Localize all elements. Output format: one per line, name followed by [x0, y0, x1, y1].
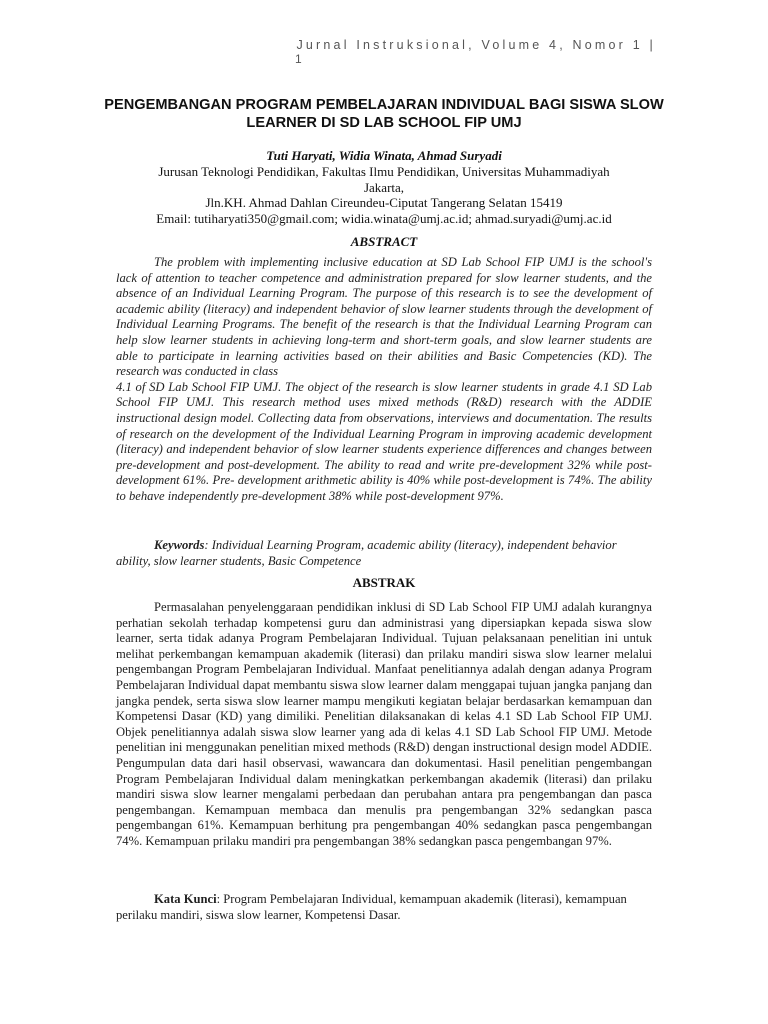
- keywords-indonesian: [116, 892, 652, 923]
- affiliation-line: Jakarta,: [363, 179, 405, 195]
- abstract-paragraph: The problem with implementing inclusive education at SD Lab School FIP UMJ is the school's lack of attention to teacher competence and administration prepared for slow learner students, and the absence of an Individual Learning Program. The purpose of this research is to see the development of academic ability (literacy) and independent behavior of slow learner students through the development of Individual Learning Programs. The benefit of the research is that the Individual Learning Program can help slow learner students in achieving long-term and short-term goals, and slow learner students are able to participate in learning activities based on their abilities and Basic Competencies (KD). The research was conducted in class: [116, 255, 652, 379]
- abstract-paragraph: 4.1 of SD Lab School FIP UMJ. The object of the research is slow learner students in grade 4.1 SD Lab School FIP UMJ. This research method uses mixed methods (R&D) research with the ADDIE instructional design model. Collecting data from observations, interviews and documentation. The results of research on the development of the Individual Learning Program in improving academic development (literacy) and independent behavior of slow learner students experience differences and changes between pre-development and post-development. The ability to read and write pre-development 32% while post-development 61%. Pre- development arithmetic ability is 40% while post-development is 74%. The ability to behave independently pre-development 38% while post-development 97%.: [116, 379, 652, 503]
- keywords-text: : Individual Learning Program, academic ability (literacy), independent behavior ability, slow learner students, Basic Competence: [116, 538, 617, 568]
- abstract-english: [116, 255, 652, 505]
- affiliation-block: [120, 164, 648, 226]
- abstrak-heading: ABSTRAK: [352, 575, 416, 590]
- affiliation-line: Jurusan Teknologi Pendidikan, Fakultas Ilmu Pendidikan, Universitas Muhammadiyah: [158, 164, 610, 179]
- page-number: 1: [295, 52, 302, 66]
- email-line: Email: tutiharyati350@gmail.com; widia.winata@umj.ac.id; ahmad.suryadi@umj.ac.id: [156, 210, 612, 226]
- running-header: Jurnal Instruksional, Volume 4, Nomor 1 |: [296, 38, 656, 52]
- kata-kunci-text: : Program Pembelajaran Individual, kemampuan akademik (literasi), kemampuan perilaku mandiri, siswa slow learner, Kompetensi Dasar.: [116, 892, 627, 922]
- paper-title: PENGEMBANGAN PROGRAM PEMBELAJARAN INDIVIDUAL BAGI SISWA SLOW LEARNER DI SD LAB SCHOOL FIP UMJ: [104, 97, 664, 131]
- keywords-english: [116, 538, 652, 569]
- abstract-indonesian: [116, 600, 652, 850]
- abstract-heading: ABSTRACT: [350, 234, 418, 249]
- kata-kunci-label: Kata Kunci: [154, 892, 217, 906]
- abstrak-paragraph: Permasalahan penyelenggaraan pendidikan inklusi di SD Lab School FIP UMJ adalah kurangnya perhatian sekolah terhadap kompetensi guru dan administrasi yang dipersiapkan kepada siswa slow learner, serta tidak adanya Program Pembelajaran Individual. Tujuan pelaksanaan penelitian ini untuk melihat perkembangan kemampuan akademik (literasi) dan prilaku mandiri siswa slow learner melalui pengembangan Program Pembelajaran Individual. Manfaat penelitiannya adalah dengan adanya Program Pembelajaran Individual dapat membantu siswa slow learner dalam menggapai tujuan jangka panjang dan jangka pendek, serta siswa slow learner mampu mengikuti kegiatan belajar berdasarkan kemampuan dan Kompetensi Dasar (KD) yang dimiliki. Penelitian dilaksanakan di kelas 4.1 SD Lab School FIP UMJ. Objek penelitiannya adalah siswa slow learner yang ada di kelas 4.1 SD Lab School FIP UMJ. Metode penelitian ini menggunakan penelitian mixed methods (R&D) dengan instructional design model ADDIE. Pengumpulan data dari hasil observasi, wawancara dan dokumentasi. Hasil penelitian pengembangan Program Pembelajaran Individual dalam meningkatkan perkembangan akademik (literasi) dan prilaku mandiri siswa slow learner mengalami perbedaan dan perubahan antara pra pengembangan dan pasca pengembangan. Kemampuan membaca dan menulis pra pengembangan 32% sedangkan pasca pengembangan 61%. Kemampuan berhitung pra pengembangan 40% sedangkan pasca pengembangan 74%. Kemampuan prilaku mandiri pra pengembangan 38% sedangkan pasca pengembangan 97%.: [116, 600, 652, 848]
- author-list: Tuti Haryati, Widia Winata, Ahmad Suryadi: [266, 148, 502, 163]
- keywords-label: Keywords: [154, 538, 205, 552]
- address-line: Jln.KH. Ahmad Dahlan Cireundeu-Ciputat Tangerang Selatan 15419: [205, 195, 563, 211]
